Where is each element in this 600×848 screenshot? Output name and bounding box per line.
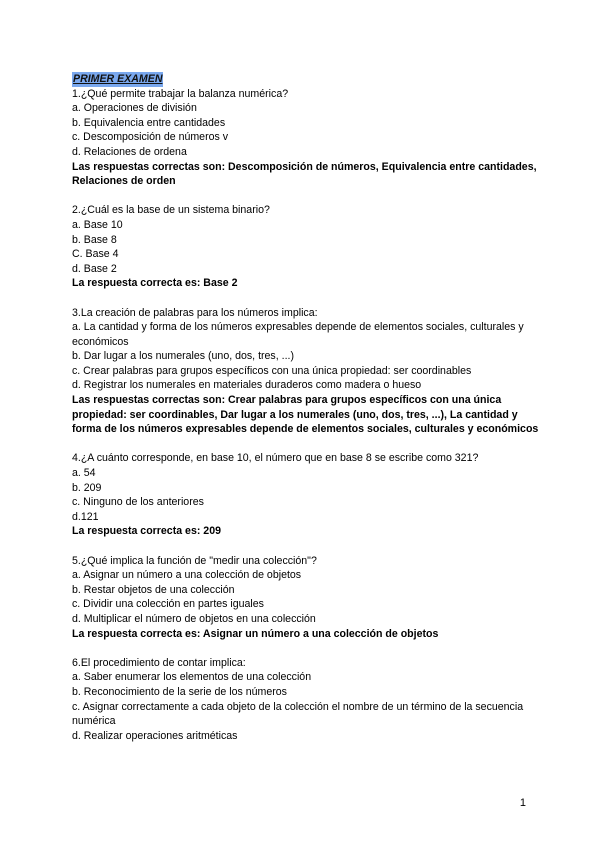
option-c: c. Descomposición de números v (72, 131, 229, 144)
question-text: 3.La creación de palabras para los números implica: (72, 306, 318, 319)
question-text: 5.¿Qué implica la función de "medir una colección"? (72, 554, 317, 567)
option-d: d. Relaciones de ordena (72, 145, 187, 158)
option-b: b. 209 (72, 481, 102, 494)
option-c: c. Dividir una colección en partes iguales (72, 598, 264, 611)
question-block (72, 203, 542, 291)
question-block (72, 306, 542, 437)
option-b: b. Reconocimiento de la serie de los números (72, 685, 287, 698)
option-a: a. Asignar un número a una colección de objetos (72, 569, 302, 582)
spacer (72, 539, 542, 554)
option-d: d.121 (72, 510, 99, 523)
exam-page (72, 72, 542, 743)
correct-answer: Las respuestas correctas son: Descomposición de números, Equivalencia entre cantidades, Relaciones de orden (72, 160, 537, 188)
correct-answer: Las respuestas correctas son: Crear palabras para grupos específicos con una única propiedad: ser coordinables, Dar lugar a los numerales (uno, dos, tres, ...), La cantidad y forma de los números expresables depende de elementos sociales, culturales y económicos (72, 394, 539, 436)
option-d: d. Realizar operaciones aritméticas (72, 729, 238, 742)
option-d: d. Base 2 (72, 262, 117, 275)
question-text: 1.¿Qué permite trabajar la balanza numérica? (72, 87, 289, 100)
option-b: b. Base 8 (72, 233, 117, 246)
option-b: b. Restar objetos de una colección (72, 583, 235, 596)
option-a: a. Saber enumerar los elementos de una colección (72, 671, 312, 684)
exam-title: PRIMER EXAMEN (73, 73, 163, 85)
option-c: c. Ninguno de los anteriores (72, 496, 204, 509)
option-d: d. Multiplicar el número de objetos en una colección (72, 612, 316, 625)
correct-answer: La respuesta correcta es: Asignar un número a una colección de objetos (72, 627, 439, 640)
option-a: a. 54 (72, 467, 96, 480)
option-b: b. Dar lugar a los numerales (uno, dos, tres, ...) (72, 350, 294, 363)
spacer (72, 189, 542, 204)
option-c: c. Crear palabras para grupos específicos con una única propiedad: ser coordinables (72, 364, 472, 377)
page-number: 1 (519, 797, 526, 809)
question-block (72, 87, 542, 189)
option-c: C. Base 4 (72, 248, 119, 261)
option-a: a. La cantidad y forma de los números expresables depende de elementos sociales, culturales y económicos (72, 321, 524, 348)
option-a: a. Operaciones de división (72, 102, 197, 115)
question-block (72, 451, 542, 539)
spacer (72, 291, 542, 306)
question-text: 4.¿A cuánto corresponde, en base 10, el número que en base 8 se escribe como 321? (72, 452, 479, 465)
spacer (72, 437, 542, 452)
exam-title-row (72, 72, 542, 87)
question-block (72, 554, 542, 642)
question-text: 2.¿Cuál es la base de un sistema binario? (72, 204, 270, 217)
question-text: 6.El procedimiento de contar implica: (72, 656, 246, 669)
correct-answer: La respuesta correcta es: 209 (72, 525, 221, 538)
spacer (72, 641, 542, 656)
question-block (72, 656, 542, 744)
correct-answer: La respuesta correcta es: Base 2 (72, 277, 238, 290)
option-c: c. Asignar correctamente a cada objeto de la colección el nombre de un término de la secuencia numérica (72, 700, 524, 728)
option-d: d. Registrar los numerales en materiales duraderos como madera o hueso (72, 379, 422, 392)
option-b: b. Equivalencia entre cantidades (72, 116, 226, 129)
option-a: a. Base 10 (72, 218, 123, 231)
